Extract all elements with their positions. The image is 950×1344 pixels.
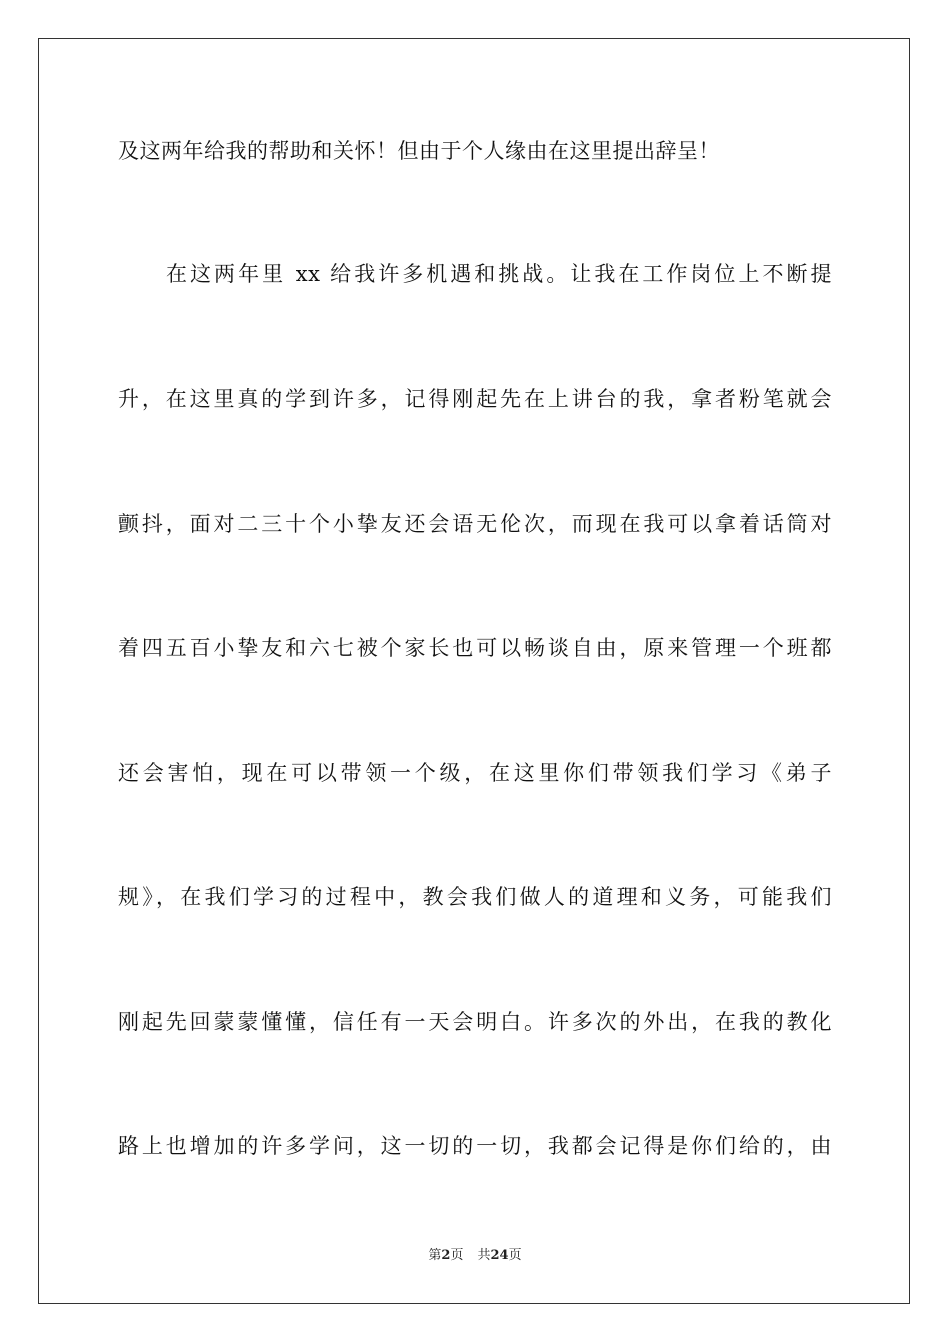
body-text-line-1: 及这两年给我的帮助和关怀！但由于个人缘由在这里提出辞呈！ <box>118 139 720 163</box>
body-text-line-9: 路上也增加的许多学问，这一切的一切，我都会记得是你们给的，由 <box>118 1134 832 1158</box>
body-text-line-8: 刚起先回蒙蒙懂懂，信任有一天会明白。许多次的外出，在我的教化 <box>118 1010 832 1034</box>
body-text-line-3: 升，在这里真的学到许多，记得刚起先在上讲台的我，拿者粉笔就会 <box>118 387 832 411</box>
body-text-line-4: 颤抖，面对二三十个小挚友还会语无伦次，而现在我可以拿着话筒对 <box>118 512 832 536</box>
body-text-line-2: 在这两年里 xx 给我许多机遇和挑战。让我在工作岗位上不断提 <box>118 262 832 286</box>
body-text-line-5: 着四五百小挚友和六七被个家长也可以畅谈自由，原来管理一个班都 <box>118 636 832 660</box>
page-number-label: 第2页 <box>428 1248 464 1263</box>
total-pages-label: 共24页 <box>477 1248 522 1263</box>
page-footer <box>0 1247 950 1265</box>
body-text-line-7: 规》，在我们学习的过程中，教会我们做人的道理和义务，可能我们 <box>118 885 832 909</box>
body-text-line-6: 还会害怕，现在可以带领一个级，在这里你们带领我们学习《弟子 <box>118 761 832 785</box>
page-border <box>38 38 910 1304</box>
